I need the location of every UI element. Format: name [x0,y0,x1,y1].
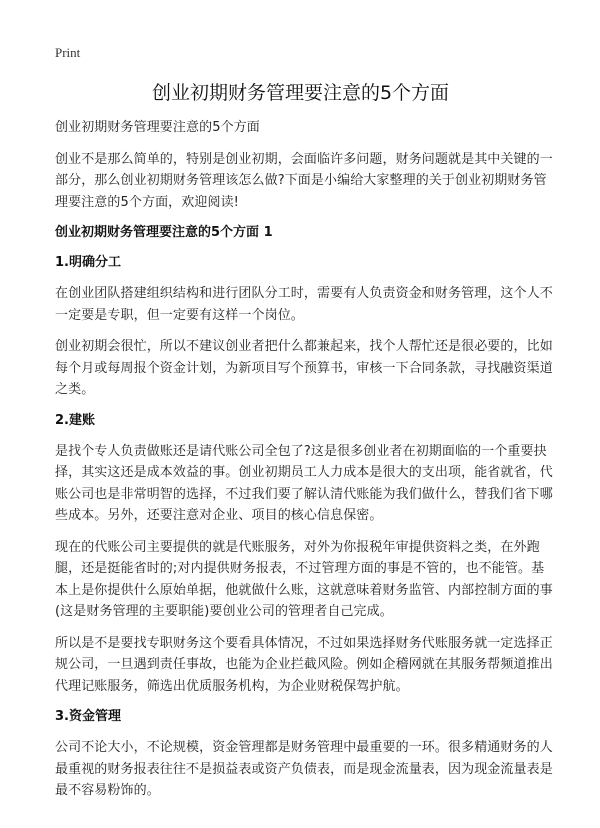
article-subtitle: 创业初期财务管理要注意的5个方面 [55,120,260,135]
point3-paragraph-1: 公司不论大小，不论规模，资金管理都是财务管理中最重要的一环。很多精通财务的人最重视的财务报表往往不是损益表或资产负债表，而是现金流量表，因为现金流量表是最不容易粉饰的。 [55,740,553,798]
print-label[interactable]: Print [55,45,81,60]
page-title: 创业初期财务管理要注意的5个方面 [151,82,450,104]
point1-paragraph-1: 在创业团队搭建组织结构和进行团队分工时，需要有人负责资金和财务管理，这个人不一定要是专职，但一定要有这样一个岗位。 [55,286,553,323]
point1-paragraph-2: 创业初期会很忙，所以不建议创业者把什么都兼起来，找个人帮忙还是很必要的，比如每个月或每周报个资金计划，为新项目写个预算书，审核一下合同条款，寻找融资渠道之类。 [55,339,553,397]
intro-paragraph: 创业不是那么简单的，特别是创业初期，会面临许多问题，财务问题就是其中关键的一部分，那么创业初期财务管理该怎么做?下面是小编给大家整理的关于创业初期财务管理要注意的5个方面，欢迎阅读! [55,151,553,210]
point2-heading: 2.建账 [55,412,95,428]
point3-heading: 3.资金管理 [55,709,121,724]
point1-heading: 1.明确分工 [55,255,121,270]
section-heading: 创业初期财务管理要注意的5个方面 1 [55,225,273,240]
point2-paragraph-3: 所以是不是要找专职财务这个要看具体情况，不过如果选择财务代账服务就一定选择正规公司，一旦遇到责任事故，也能为企业拦截风险。例如企稽网就在其服务帮频道推出代理记账服务，筛选出优质服务机构，为企业财税保驾护航。 [55,635,553,694]
point2-paragraph-1: 是找个专人负责做账还是请代账公司全包了?这是很多创业者在初期面临的一个重要抉择，其实这还是成本效益的事。创业初期员工人力成本是很大的支出项，能省就省，代账公司也是非常明智的选择，不过我们要了解认清代账能为我们做什么，替我们省下哪些成本。另外，还要注意对企业、项目的核心信息保密。 [55,443,553,523]
point2-paragraph-2: 现在的代账公司主要提供的就是代账服务，对外为你报税年审提供资料之类，在外跑腿，还是挺能省时的;对内提供财务报表，不过管理方面的事是不管的，也不能管。基本上是你提供什么原始单据，他就做什么账，这就意味着财务监管、内部控制方面的事(这是财务管理的主要职能)要创业公司的管理者自己完成。 [55,539,553,619]
article-body [55,117,554,812]
